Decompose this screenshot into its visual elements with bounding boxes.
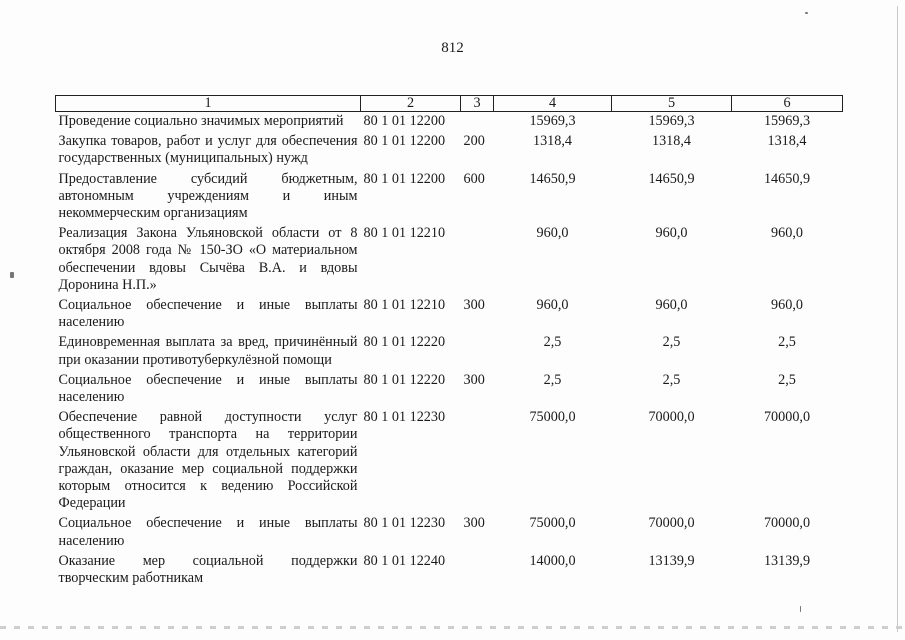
row-value-col5: 15969,3: [648, 113, 695, 129]
row-type: 600: [463, 170, 485, 187]
table-row: [56, 514, 843, 551]
table-row: [56, 112, 843, 133]
row-value-col6: 2,5: [778, 334, 796, 351]
row-value-col4: 2,5: [543, 371, 562, 388]
row-value-col5: 2,5: [662, 334, 681, 351]
row-name: Оказание мер социальной поддержки творческим работникам: [58, 552, 358, 587]
row-type: [461, 408, 494, 514]
row-code: 80 1 01 12240: [363, 552, 446, 569]
page-number: 812: [441, 40, 464, 56]
row-value-col5: 70000,0: [648, 515, 695, 532]
row-value-col4: 75000,0: [529, 409, 576, 426]
row-value-col5: 70000,0: [648, 409, 695, 426]
row-value-col4: 960,0: [536, 225, 569, 242]
row-value-col4: 960,0: [536, 297, 569, 314]
row-value-col6: 13139,9: [763, 552, 811, 569]
row-value-col4: 14650,9: [529, 170, 576, 187]
row-name: Социальное обеспечение и иные выплаты населению: [58, 371, 358, 406]
table-header-row: [56, 96, 843, 112]
table-row: [56, 552, 843, 589]
table-row: [56, 333, 843, 370]
row-name: Социальное обеспечение и иные выплаты населению: [58, 515, 358, 549]
row-name: Закупка товаров, работ и услуг для обеспечения государственных (муниципальных) нужд: [58, 133, 358, 167]
row-value-col4: 15969,3: [529, 113, 576, 129]
row-name: Социальное обеспечение и иные выплаты населению: [58, 297, 358, 331]
row-value-col5: 960,0: [655, 225, 688, 242]
row-value-col6: 1318,4: [767, 133, 807, 150]
row-type: 300: [463, 297, 485, 314]
row-name: Обеспечение равной доступности услуг общественного транспорта на территории Ульяновской области для отдельных категорий граждан, оказание мер социальной поддержки которым относится к ведению Российской Федерации: [58, 409, 358, 512]
table-row: [56, 371, 843, 408]
column-header: 5: [612, 96, 732, 112]
column-header: 2: [361, 96, 461, 112]
row-name: Реализация Закона Ульяновской области от 8 октября 2008 года № 150-ЗО «О материальном обеспечении вдовы Сычёва В.А. и вдовы Доронина Н.П.»: [58, 225, 358, 293]
row-code: 80 1 01 12230: [363, 515, 446, 532]
row-code: 80 1 01 12210: [363, 297, 446, 314]
scan-artifact-line: [0, 626, 905, 629]
row-value-col4: 75000,0: [529, 515, 576, 532]
row-value-col6: 15969,3: [763, 113, 811, 129]
row-type: 200: [463, 133, 485, 150]
row-value-col5: 1318,4: [651, 133, 691, 150]
row-code: 80 1 01 12210: [363, 225, 446, 242]
row-value-col6: 960,0: [771, 297, 803, 314]
row-value-col6: 14650,9: [763, 170, 811, 187]
row-name: Единовременная выплата за вред, причинённый при оказании противотуберкулёзной помощи: [58, 334, 358, 368]
row-value-col5: 2,5: [662, 371, 681, 388]
row-type: [461, 552, 494, 589]
row-value-col5: 14650,9: [648, 170, 695, 187]
row-type: 300: [463, 371, 485, 388]
table-row: [56, 170, 843, 225]
row-code: 80 1 01 12230: [363, 409, 446, 426]
row-code: 80 1 01 12200: [363, 113, 446, 129]
row-value-col6: 70000,0: [763, 515, 811, 532]
row-name: Проведение социально значимых мероприятий: [58, 113, 344, 129]
row-type: [461, 224, 494, 296]
row-code: 80 1 01 12200: [363, 133, 446, 150]
row-type: 300: [463, 515, 485, 532]
table-row: [56, 296, 843, 333]
table-row: [56, 224, 843, 296]
scan-speck: [800, 606, 801, 612]
row-type: [461, 112, 494, 133]
column-header: 3: [461, 96, 494, 112]
row-value-col6: 2,5: [778, 371, 796, 388]
column-header: 4: [494, 96, 612, 112]
row-value-col4: 2,5: [543, 334, 562, 351]
table-row: [56, 408, 843, 514]
row-value-col4: 14000,0: [529, 552, 576, 569]
table-row: [56, 132, 843, 169]
scan-speck: [10, 272, 14, 278]
column-header: 1: [56, 96, 361, 112]
row-name: Предоставление субсидий бюджетным, автономным учреждениям и иным некоммерческим организациям: [58, 170, 358, 222]
row-code: 80 1 01 12220: [363, 334, 446, 351]
row-type: [461, 333, 494, 370]
row-code: 80 1 01 12200: [363, 170, 446, 187]
budget-table: [55, 95, 843, 589]
row-value-col5: 960,0: [655, 297, 688, 314]
scan-speck: [805, 12, 808, 14]
row-value-col5: 13139,9: [648, 552, 695, 569]
row-value-col6: 960,0: [771, 225, 803, 242]
row-value-col4: 1318,4: [532, 133, 572, 150]
row-code: 80 1 01 12220: [363, 371, 446, 388]
column-header: 6: [732, 96, 843, 112]
row-value-col6: 70000,0: [763, 409, 811, 426]
